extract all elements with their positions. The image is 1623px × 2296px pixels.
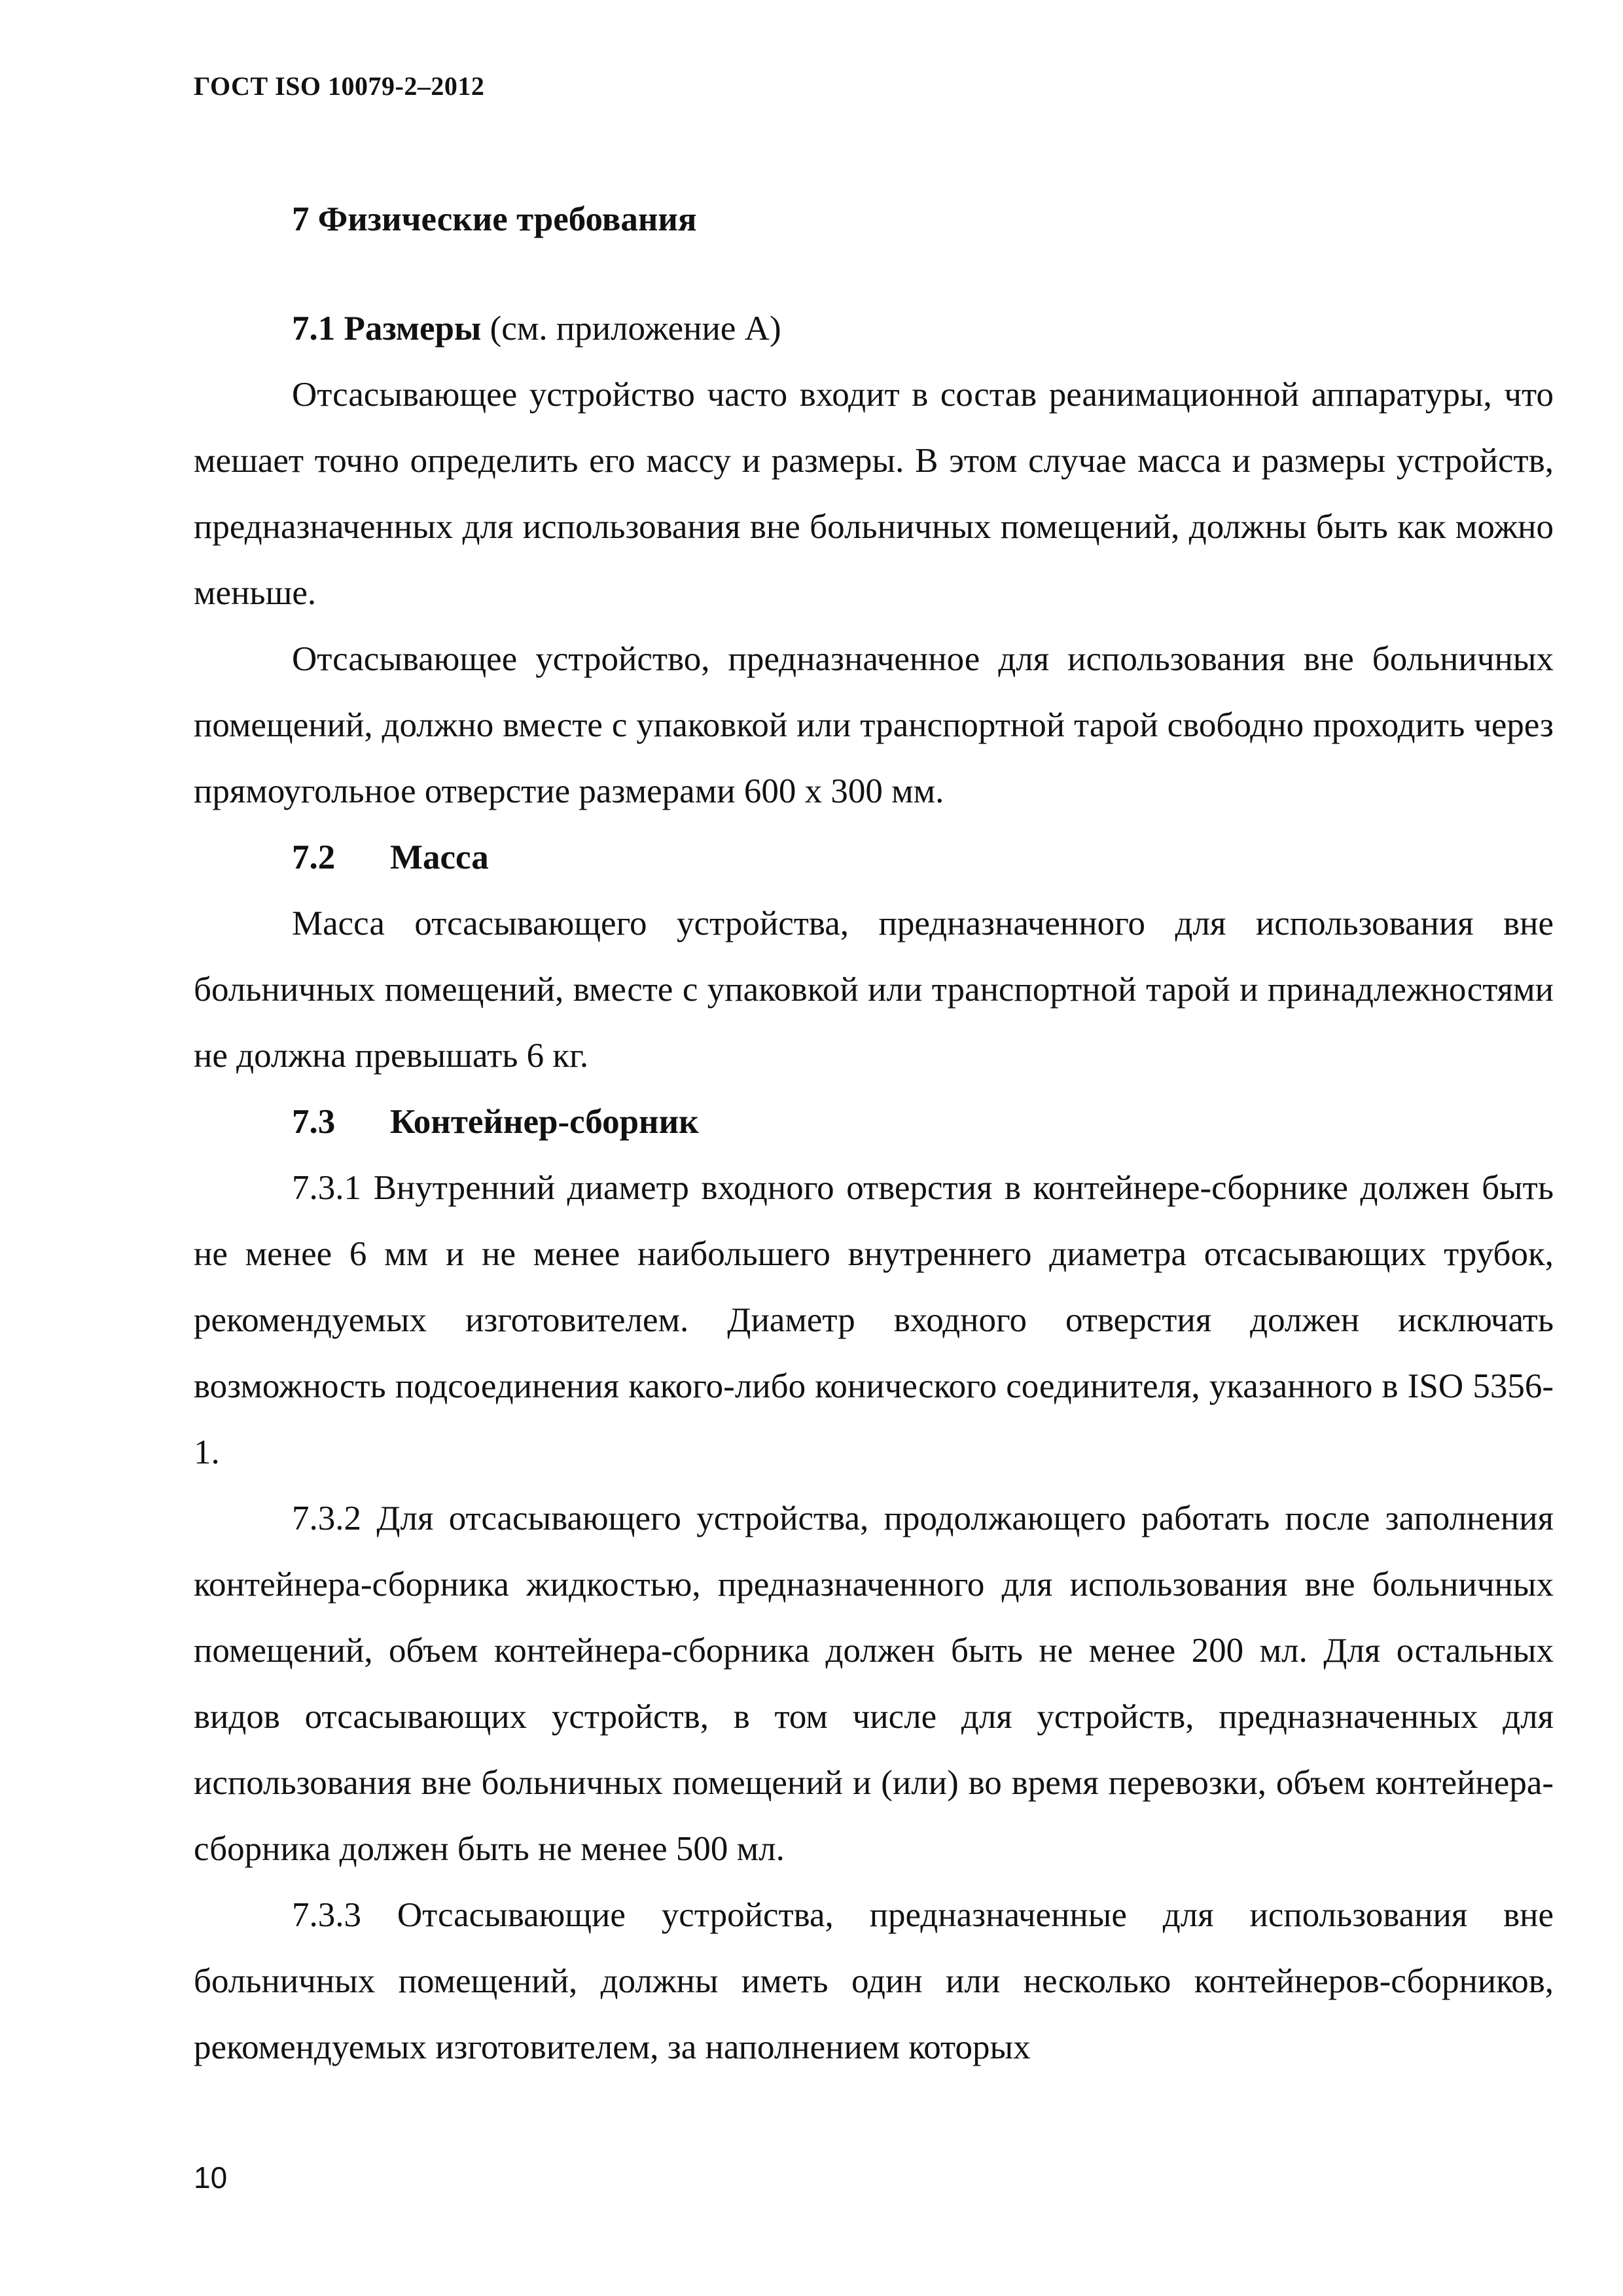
subsection-7-3-number: 7.3 (292, 1103, 336, 1141)
page-content (194, 187, 1554, 2081)
paragraph-7-1-a: Отсасывающее устройство часто входит в состав реанимационной аппаратуры, что мешает точно определить его массу и размеры. В этом случае масса и размеры устройств, предназначенных для использования вне больничных помещений, должны быть как можно меньше. (194, 376, 1554, 612)
subsection-7-2-title: Масса (390, 838, 489, 876)
subsection-7-1-reference: (см. приложение А) (481, 310, 781, 348)
subsection-7-1-heading (194, 296, 1554, 362)
page-number: 10 (194, 2161, 228, 2195)
subsection-7-3-title: Контейнер-сборник (390, 1103, 699, 1141)
subsection-7-1-title: 7.1 Размеры (292, 310, 482, 348)
paragraph-7-3-1: 7.3.1 Внутренний диаметр входного отверстия в контейнере-сборнике должен быть не менее 6 мм и не менее наибольшего внутреннего диаметра отсасывающих трубок, рекомендуемых изготовителем. Диаметр входного отверстия должен исключать возможность подсоединения какого-либо конического соединителя, указанного в ISO 5356-1. (194, 1169, 1554, 1471)
paragraph-7-3-2: 7.3.2 Для отсасывающего устройства, продолжающего работать после заполнения контейнера-сборника жидкостью, предназначенного для использования вне больничных помещений, объем контейнера-сборника должен быть не менее 200 мл. Для остальных видов отсасывающих устройств, в том числе для устройств, предназначенных для использования вне больничных помещений и (или) во время перевозки, объем контейнера-сборника должен быть не менее 500 мл. (194, 1499, 1554, 1868)
subsection-7-2-number: 7.2 (292, 838, 336, 876)
paragraph-7-1-b: Отсасывающее устройство, предназначенное для использования вне больничных помещений, должно вместе с упаковкой или транспортной тарой свободно проходить через прямоугольное отверстие размерами 600 х 300 мм. (194, 640, 1554, 810)
paragraph-7-3-3: 7.3.3 Отсасывающие устройства, предназначенные для использования вне больничных помещений, должны иметь один или несколько контейнеров-сборников, рекомендуемых изготовителем, за наполнением которых (194, 1896, 1554, 2066)
paragraph-7-2: Масса отсасывающего устройства, предназначенного для использования вне больничных помещений, вместе с упаковкой или транспортной тарой и принадлежностями не должна превышать 6 кг. (194, 905, 1554, 1075)
document-header: ГОСТ ISO 10079-2–2012 (194, 71, 485, 101)
subsection-7-2-heading (194, 825, 1554, 891)
subsection-7-3-heading (194, 1089, 1554, 1155)
section-heading: 7 Физические требования (292, 200, 697, 238)
